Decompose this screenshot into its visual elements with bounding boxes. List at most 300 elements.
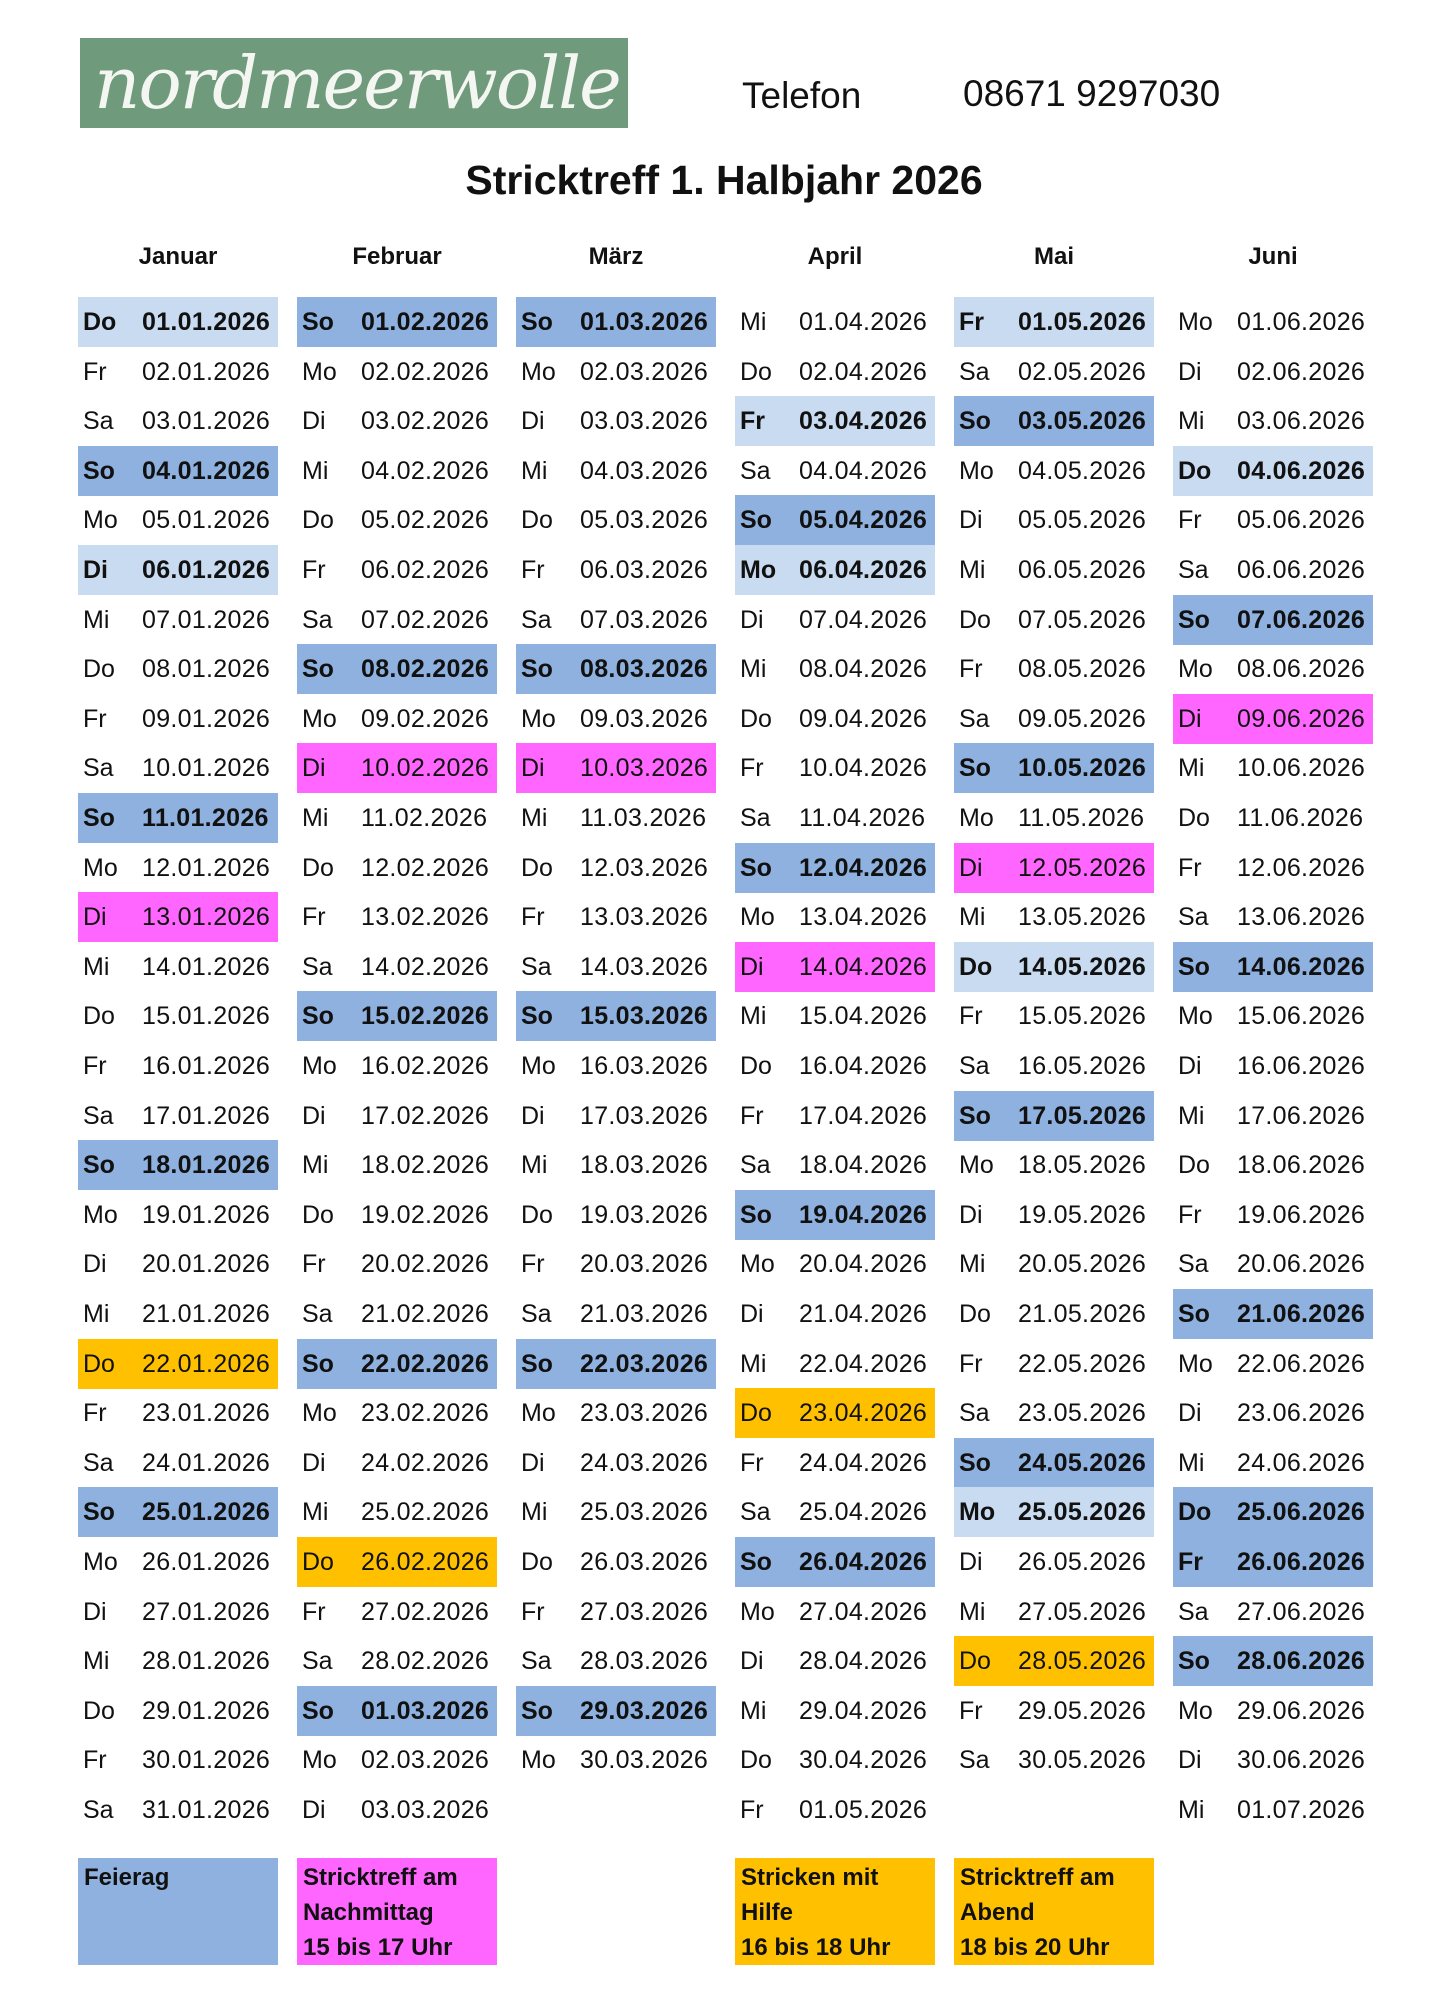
date-label: 16.03.2026 — [580, 1052, 709, 1080]
weekday-label: Di — [959, 1548, 983, 1576]
day-cell — [735, 595, 935, 645]
day-cell — [78, 1091, 278, 1141]
legend-box — [297, 1858, 497, 1965]
weekday-label: Mo — [959, 1498, 996, 1527]
day-cell — [735, 1636, 935, 1686]
day-cell — [516, 1388, 716, 1438]
date-label: 04.01.2026 — [142, 456, 271, 485]
weekday-label: Do — [1178, 456, 1212, 485]
day-cell — [78, 1140, 278, 1190]
weekday-label: Sa — [1178, 903, 1209, 932]
date-label: 02.05.2026 — [1018, 357, 1147, 386]
weekday-label: Mi — [959, 1250, 986, 1279]
weekday-label: So — [83, 456, 115, 485]
day-cell — [516, 495, 716, 545]
date-label: 02.06.2026 — [1237, 357, 1366, 386]
day-cell — [297, 1587, 497, 1637]
day-cell — [735, 991, 935, 1041]
date-label: 07.02.2026 — [361, 605, 490, 634]
day-cell — [297, 297, 497, 347]
weekday-label: Mi — [302, 804, 329, 832]
day-cell — [297, 545, 497, 595]
weekday-label: Fr — [1178, 506, 1202, 535]
weekday-label: Fr — [521, 1250, 545, 1279]
date-label: 02.01.2026 — [142, 357, 271, 386]
day-cell — [297, 595, 497, 645]
legend-box — [78, 1858, 278, 1965]
date-label: 30.01.2026 — [142, 1746, 271, 1775]
day-cell — [78, 1537, 278, 1587]
date-label: 03.06.2026 — [1237, 407, 1366, 436]
date-label: 01.01.2026 — [142, 308, 271, 336]
weekday-label: Fr — [83, 1052, 107, 1080]
day-cell — [735, 1785, 935, 1835]
day-cell — [297, 942, 497, 992]
day-cell — [297, 1636, 497, 1686]
weekday-label: Di — [740, 952, 764, 981]
date-label: 26.05.2026 — [1018, 1548, 1147, 1576]
date-label: 21.02.2026 — [361, 1300, 490, 1328]
date-label: 14.01.2026 — [142, 952, 271, 981]
weekday-label: Mi — [83, 1300, 110, 1328]
date-label: 28.06.2026 — [1237, 1647, 1366, 1676]
date-label: 02.03.2026 — [580, 357, 709, 386]
date-label: 01.06.2026 — [1237, 308, 1366, 336]
day-cell — [954, 1686, 1154, 1736]
day-cell — [1173, 1190, 1373, 1240]
day-cell — [954, 793, 1154, 843]
date-label: 12.03.2026 — [580, 853, 709, 882]
day-cell — [516, 1289, 716, 1339]
date-label: 05.02.2026 — [361, 506, 490, 535]
date-label: 16.01.2026 — [142, 1052, 271, 1080]
day-cell — [516, 991, 716, 1041]
weekday-label: So — [521, 308, 553, 336]
weekday-label: Mo — [521, 357, 556, 386]
date-label: 30.04.2026 — [799, 1746, 928, 1775]
day-cell — [954, 1190, 1154, 1240]
date-label: 03.03.2026 — [361, 1796, 490, 1824]
date-label: 11.02.2026 — [361, 804, 488, 832]
day-cell — [78, 1388, 278, 1438]
day-cell — [78, 942, 278, 992]
day-cell — [516, 1735, 716, 1785]
weekday-label: Mo — [302, 1746, 337, 1775]
day-cell — [1173, 1438, 1373, 1488]
phone-label: Telefon — [742, 75, 862, 116]
day-cell — [297, 347, 497, 397]
legend-line: 15 bis 17 Uhr — [303, 1934, 453, 1961]
day-cell — [297, 1091, 497, 1141]
day-cell — [735, 396, 935, 446]
weekday-label: Di — [1178, 1052, 1202, 1080]
day-cell — [1173, 1735, 1373, 1785]
date-label: 24.02.2026 — [361, 1448, 490, 1477]
weekday-label: Mi — [740, 1002, 767, 1031]
date-label: 15.05.2026 — [1018, 1002, 1147, 1031]
weekday-label: Mo — [521, 1052, 556, 1080]
day-cell — [297, 1686, 497, 1736]
page-title: Stricktreff 1. Halbjahr 2026 — [465, 157, 983, 203]
weekday-label: Di — [521, 1448, 545, 1477]
weekday-label: Di — [302, 1101, 326, 1130]
month-header: Januar — [138, 243, 218, 270]
day-cell — [78, 1587, 278, 1637]
weekday-label: Sa — [83, 1796, 114, 1824]
day-cell — [516, 1239, 716, 1289]
weekday-label: Mi — [959, 556, 986, 584]
day-cell — [516, 347, 716, 397]
weekday-label: Mi — [83, 1647, 110, 1676]
day-cell — [735, 644, 935, 694]
legend-line: 18 bis 20 Uhr — [960, 1934, 1110, 1961]
day-cell — [297, 495, 497, 545]
day-cell — [735, 1537, 935, 1587]
weekday-label: Mo — [959, 456, 994, 485]
day-cell — [735, 694, 935, 744]
weekday-label: Di — [1178, 357, 1202, 386]
weekday-label: Fr — [1178, 1548, 1203, 1576]
day-cell — [516, 297, 716, 347]
day-cell — [954, 446, 1154, 496]
date-label: 14.06.2026 — [1237, 952, 1366, 981]
date-label: 05.06.2026 — [1237, 506, 1366, 535]
date-label: 24.03.2026 — [580, 1448, 709, 1477]
weekday-label: So — [959, 407, 991, 436]
date-label: 20.01.2026 — [142, 1250, 271, 1279]
date-label: 19.05.2026 — [1018, 1200, 1147, 1229]
weekday-label: So — [302, 1696, 334, 1725]
date-label: 04.05.2026 — [1018, 456, 1147, 485]
weekday-label: Do — [1178, 1498, 1212, 1527]
weekday-label: Do — [1178, 804, 1210, 832]
weekday-label: Sa — [1178, 1250, 1209, 1279]
day-cell — [1173, 1041, 1373, 1091]
weekday-label: Sa — [1178, 556, 1209, 584]
day-cell — [78, 1239, 278, 1289]
date-label: 22.03.2026 — [580, 1349, 709, 1378]
date-label: 05.03.2026 — [580, 506, 709, 535]
date-label: 10.06.2026 — [1237, 754, 1366, 783]
date-label: 21.01.2026 — [142, 1300, 271, 1328]
weekday-label: Sa — [83, 1101, 114, 1130]
weekday-label: Di — [83, 1250, 107, 1279]
day-cell — [78, 1686, 278, 1736]
month-header: Februar — [352, 243, 442, 270]
weekday-label: Fr — [959, 308, 984, 336]
day-cell — [78, 446, 278, 496]
day-cell — [1173, 1636, 1373, 1686]
day-cell — [954, 495, 1154, 545]
day-cell — [735, 1140, 935, 1190]
date-label: 04.06.2026 — [1237, 456, 1366, 485]
weekday-label: Do — [959, 605, 991, 634]
date-label: 09.01.2026 — [142, 704, 271, 733]
date-label: 15.03.2026 — [580, 1002, 709, 1031]
weekday-label: Fr — [302, 1250, 326, 1279]
day-cell — [735, 793, 935, 843]
date-label: 25.06.2026 — [1237, 1498, 1366, 1527]
weekday-label: Do — [83, 1002, 115, 1031]
date-label: 06.05.2026 — [1018, 556, 1147, 584]
date-label: 07.05.2026 — [1018, 605, 1147, 634]
weekday-label: Mi — [521, 1151, 548, 1180]
date-label: 16.05.2026 — [1018, 1052, 1147, 1080]
date-label: 06.01.2026 — [142, 556, 271, 584]
day-cell — [735, 347, 935, 397]
weekday-label: So — [1178, 605, 1210, 634]
weekday-label: Do — [302, 506, 334, 535]
month-header: Mai — [1033, 243, 1074, 270]
day-cell — [297, 1537, 497, 1587]
day-cell — [954, 1587, 1154, 1637]
date-label: 28.01.2026 — [142, 1647, 271, 1676]
weekday-label: Fr — [959, 655, 983, 684]
legend-line: Abend — [960, 1899, 1035, 1926]
legend-box — [735, 1858, 935, 1965]
weekday-label: Mi — [1178, 1448, 1205, 1477]
date-label: 04.04.2026 — [799, 456, 928, 485]
date-label: 13.01.2026 — [142, 903, 271, 932]
day-cell — [516, 446, 716, 496]
date-label: 04.03.2026 — [580, 456, 709, 485]
date-label: 13.02.2026 — [361, 903, 490, 932]
weekday-label: Mi — [740, 1696, 767, 1725]
date-label: 03.05.2026 — [1018, 407, 1147, 436]
day-cell — [1173, 1239, 1373, 1289]
date-label: 11.03.2026 — [580, 804, 707, 832]
weekday-label: Fr — [740, 1448, 764, 1477]
day-cell — [1173, 1686, 1373, 1736]
weekday-label: Fr — [302, 903, 326, 932]
weekday-label: Do — [959, 1300, 991, 1328]
day-cell — [297, 1339, 497, 1389]
date-label: 15.02.2026 — [361, 1002, 490, 1031]
day-cell — [954, 892, 1154, 942]
date-label: 10.04.2026 — [799, 754, 928, 783]
date-label: 06.04.2026 — [799, 556, 928, 584]
day-cell — [78, 694, 278, 744]
date-label: 22.06.2026 — [1237, 1349, 1366, 1378]
day-cell — [954, 1289, 1154, 1339]
day-cell — [297, 396, 497, 446]
day-cell — [954, 644, 1154, 694]
day-cell — [954, 694, 1154, 744]
weekday-label: Di — [302, 754, 326, 783]
date-label: 13.03.2026 — [580, 903, 709, 932]
weekday-label: Di — [83, 1597, 107, 1626]
day-cell — [516, 1537, 716, 1587]
day-cell — [954, 1735, 1154, 1785]
weekday-label: Mi — [1178, 1796, 1205, 1824]
weekday-label: So — [83, 804, 115, 832]
weekday-label: Sa — [959, 1399, 990, 1428]
weekday-label: So — [1178, 1647, 1210, 1676]
date-label: 03.03.2026 — [580, 407, 709, 436]
day-cell — [954, 743, 1154, 793]
date-label: 03.01.2026 — [142, 407, 271, 436]
weekday-label: Di — [1178, 1399, 1202, 1428]
weekday-label: Do — [521, 1548, 553, 1576]
weekday-label: Do — [521, 506, 553, 535]
weekday-label: Do — [740, 704, 772, 733]
day-cell — [1173, 743, 1373, 793]
day-cell — [78, 1289, 278, 1339]
day-cell — [1173, 1388, 1373, 1438]
weekday-label: Sa — [302, 1647, 333, 1676]
weekday-label: Do — [1178, 1151, 1210, 1180]
date-label: 28.05.2026 — [1018, 1647, 1147, 1676]
date-label: 13.06.2026 — [1237, 903, 1366, 932]
weekday-label: Do — [83, 308, 117, 336]
weekday-label: Do — [740, 357, 772, 386]
weekday-label: Fr — [1178, 1200, 1202, 1229]
date-label: 18.05.2026 — [1018, 1151, 1147, 1180]
day-cell — [516, 793, 716, 843]
day-cell — [516, 694, 716, 744]
weekday-label: Di — [302, 407, 326, 436]
date-label: 09.02.2026 — [361, 704, 490, 733]
weekday-label: So — [521, 655, 553, 684]
day-cell — [1173, 347, 1373, 397]
date-label: 14.04.2026 — [799, 952, 928, 981]
date-label: 27.03.2026 — [580, 1597, 709, 1626]
weekday-label: Fr — [521, 903, 545, 932]
date-label: 16.04.2026 — [799, 1052, 928, 1080]
date-label: 14.05.2026 — [1018, 952, 1147, 981]
day-cell — [297, 991, 497, 1041]
day-cell — [516, 942, 716, 992]
day-cell — [297, 1190, 497, 1240]
weekday-label: Fr — [83, 704, 107, 733]
date-label: 21.03.2026 — [580, 1300, 709, 1328]
day-cell — [1173, 595, 1373, 645]
date-label: 18.04.2026 — [799, 1151, 928, 1180]
day-cell — [516, 1041, 716, 1091]
date-label: 26.06.2026 — [1237, 1548, 1366, 1576]
date-label: 23.04.2026 — [799, 1399, 928, 1428]
day-cell — [78, 1785, 278, 1835]
date-label: 29.06.2026 — [1237, 1696, 1366, 1725]
date-label: 21.05.2026 — [1018, 1300, 1147, 1328]
day-cell — [1173, 892, 1373, 942]
weekday-label: So — [740, 506, 772, 535]
date-label: 23.02.2026 — [361, 1399, 490, 1428]
weekday-label: Di — [740, 605, 764, 634]
weekday-label: Fr — [959, 1002, 983, 1031]
date-label: 10.02.2026 — [361, 754, 490, 783]
day-cell — [1173, 793, 1373, 843]
day-cell — [78, 297, 278, 347]
weekday-label: Mi — [1178, 1101, 1205, 1130]
day-cell — [954, 396, 1154, 446]
date-label: 12.01.2026 — [142, 853, 271, 882]
date-label: 16.06.2026 — [1237, 1052, 1366, 1080]
date-label: 15.01.2026 — [142, 1002, 271, 1031]
weekday-label: Fr — [959, 1349, 983, 1378]
day-cell — [954, 843, 1154, 893]
day-cell — [735, 495, 935, 545]
weekday-label: Di — [521, 754, 545, 783]
weekday-label: Di — [959, 506, 983, 535]
weekday-label: Do — [83, 1696, 115, 1725]
day-cell — [516, 892, 716, 942]
day-cell — [1173, 1289, 1373, 1339]
date-label: 02.04.2026 — [799, 357, 928, 386]
day-cell — [516, 545, 716, 595]
date-label: 12.05.2026 — [1018, 853, 1147, 882]
weekday-label: Mo — [1178, 308, 1213, 336]
weekday-label: Sa — [521, 605, 552, 634]
weekday-label: Do — [302, 1200, 334, 1229]
day-cell — [297, 1388, 497, 1438]
weekday-label: Di — [1178, 704, 1202, 733]
date-label: 01.04.2026 — [799, 308, 928, 336]
date-label: 23.06.2026 — [1237, 1399, 1366, 1428]
day-cell — [516, 595, 716, 645]
weekday-label: So — [740, 1200, 772, 1229]
weekday-label: Fr — [740, 1101, 764, 1130]
date-label: 26.04.2026 — [799, 1548, 928, 1576]
date-label: 11.01.2026 — [142, 804, 269, 832]
date-label: 08.04.2026 — [799, 655, 928, 684]
weekday-label: Fr — [740, 754, 764, 783]
day-cell — [1173, 545, 1373, 595]
date-label: 18.01.2026 — [142, 1151, 271, 1180]
weekday-label: Do — [959, 1647, 991, 1676]
day-cell — [735, 1091, 935, 1141]
day-cell — [297, 644, 497, 694]
date-label: 10.01.2026 — [142, 754, 271, 783]
date-label: 23.05.2026 — [1018, 1399, 1147, 1428]
month-header: Juni — [1248, 243, 1298, 270]
weekday-label: Mi — [302, 1151, 329, 1180]
day-cell — [297, 892, 497, 942]
date-label: 12.06.2026 — [1237, 853, 1366, 882]
day-cell — [1173, 495, 1373, 545]
weekday-label: Mo — [1178, 1696, 1213, 1725]
weekday-label: Fr — [521, 556, 545, 584]
weekday-label: So — [521, 1349, 553, 1378]
day-cell — [78, 1735, 278, 1785]
date-label: 22.05.2026 — [1018, 1349, 1147, 1378]
day-cell — [297, 1289, 497, 1339]
day-cell — [516, 1438, 716, 1488]
day-cell — [954, 1438, 1154, 1488]
weekday-label: Mi — [83, 605, 110, 634]
day-cell — [516, 1140, 716, 1190]
day-cell — [78, 892, 278, 942]
weekday-label: Sa — [83, 1448, 114, 1477]
weekday-label: Fr — [521, 1597, 545, 1626]
day-cell — [1173, 297, 1373, 347]
day-cell — [1173, 1537, 1373, 1587]
date-label: 01.03.2026 — [361, 1696, 490, 1725]
weekday-label: So — [302, 655, 334, 684]
weekday-label: Mo — [1178, 1349, 1213, 1378]
weekday-label: Mi — [521, 456, 548, 485]
day-cell — [954, 991, 1154, 1041]
day-cell — [78, 1190, 278, 1240]
weekday-label: Mo — [83, 1200, 118, 1229]
weekday-label: Mi — [1178, 754, 1205, 783]
phone-number: 08671 9297030 — [963, 73, 1221, 114]
weekday-label: Fr — [302, 556, 326, 584]
weekday-label: Sa — [1178, 1597, 1209, 1626]
date-label: 03.02.2026 — [361, 407, 490, 436]
date-label: 20.03.2026 — [580, 1250, 709, 1279]
weekday-label: Fr — [740, 407, 765, 436]
